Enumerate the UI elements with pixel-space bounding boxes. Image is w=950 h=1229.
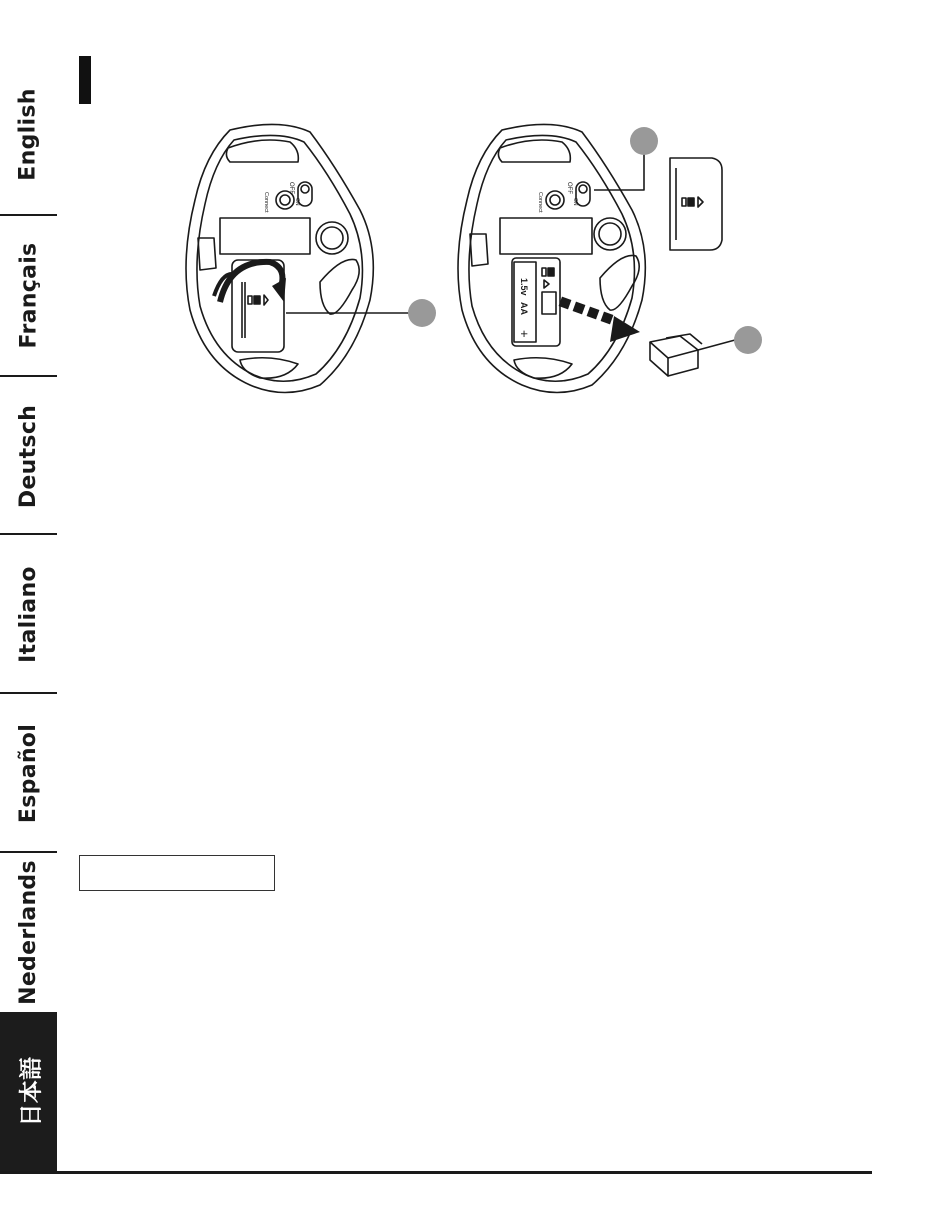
connect-label-left: Connect (263, 192, 269, 213)
empty-label-box (79, 855, 275, 891)
tab-espanol-label: Español (16, 723, 42, 824)
tab-english-label: English (16, 88, 42, 181)
battery-type-label: AA (519, 302, 529, 315)
tab-japanese-label: 日本語 (18, 1056, 44, 1127)
switch-on-label-right: ON (572, 198, 578, 206)
tab-deutsch-label: Deutsch (16, 404, 42, 509)
language-sidebar (0, 55, 57, 1173)
tab-nederlands-label: Nederlands (16, 860, 41, 1005)
callout-dot (630, 127, 658, 155)
tab-francais-label: Français (16, 242, 41, 349)
connect-label-right: Connect (537, 192, 543, 213)
tab-italiano[interactable] (0, 535, 57, 694)
battery-plus-label: + (517, 330, 532, 338)
switch-on-label-left: ON (294, 198, 300, 206)
mouse-battery-illustration (170, 110, 790, 410)
mouse-left-drawing (186, 124, 373, 392)
section-marker-bar (79, 56, 91, 104)
tab-espanol[interactable] (0, 694, 57, 853)
mouse-right-drawing (458, 124, 645, 392)
switch-off-on-label-right: OFF (566, 182, 572, 194)
callout-dot (408, 299, 436, 327)
tab-italiano-label: Italiano (16, 566, 41, 663)
bottom-rule (0, 1171, 872, 1174)
tab-deutsch[interactable] (0, 377, 57, 536)
tab-english[interactable] (0, 55, 57, 214)
battery-cover-drawing (670, 158, 722, 250)
battery-voltage-label: 1.5v (519, 278, 529, 296)
receiver-direction-arrow (559, 297, 640, 342)
switch-off-on-label-left: OFF (288, 182, 294, 194)
tab-francais[interactable] (0, 216, 57, 375)
tab-nederlands[interactable] (0, 853, 57, 1012)
tab-japanese[interactable] (0, 1012, 57, 1171)
callout-dot (734, 326, 762, 354)
usb-receiver-drawing (650, 334, 702, 376)
